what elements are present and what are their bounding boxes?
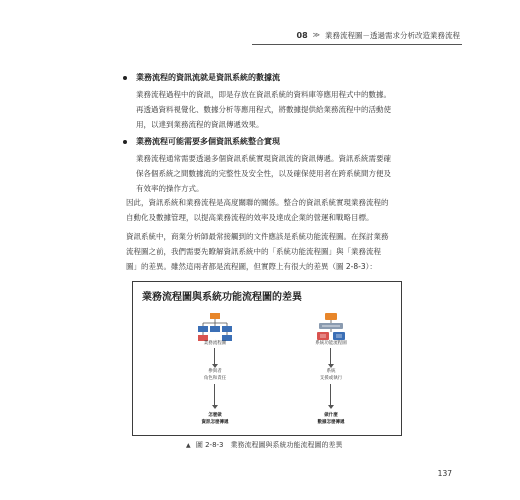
arrow-down-icon (328, 364, 334, 368)
column-output-label: 做什麼 數據怎麼傳遞 (317, 413, 345, 425)
arrow-down-icon (212, 364, 218, 368)
arrow (214, 348, 215, 365)
page-number: 137 (437, 469, 452, 478)
arrow (214, 384, 215, 406)
column-middle-label: 系統 支援或執行 (319, 369, 343, 381)
bullet-title: 業務流程的資訊流就是資訊系統的數據流 (136, 73, 280, 82)
bullet-dot-icon (123, 140, 127, 144)
column-label: 業務流程圖 (203, 341, 227, 346)
bullet-item (136, 72, 436, 132)
arrow-down-icon (328, 405, 334, 409)
chapter-title: 業務流程圖－透過需求分析改造業務流程 (325, 30, 460, 40)
bullet-body: 業務流程過程中的資訊，即是存放在資訊系統的資料庫等應用程式中的數據。 再透過資料視覺化、數據分析等應用程式，將數據提供給業務流程中的活動使 用，以達到業務流程的資訊傳遞效果。 (136, 90, 391, 129)
figure-caption (186, 440, 343, 450)
chapter-number: 08 (296, 30, 308, 40)
column-label: 系統功能流程圖 (315, 341, 347, 346)
bullet-item (136, 136, 436, 196)
arrow (330, 348, 331, 365)
figure-title: 業務流程圖與系統功能流程圖的差異 (142, 292, 302, 303)
column-middle-label: 參與者 角色和責任 (203, 369, 227, 381)
org-chart-flow-icon (197, 312, 233, 342)
arrow (330, 384, 331, 406)
bullet-title: 業務流程可能需要多個資訊系統整合實現 (136, 137, 280, 146)
arrow-down-icon (212, 405, 218, 409)
body-paragraph: 因此，資訊系統和業務流程是高度關聯的關係。整合的資訊系統實現業務流程的 自動化及數據管理，以提高業務流程的效率及達成企業的營運和戰略目標。 (126, 198, 389, 222)
header-rule (252, 44, 462, 45)
system-function-column (291, 282, 371, 435)
bullet-body: 業務流程通常需要透過多個資訊系統實現資訊流的資訊傳遞。資訊系統需要確 保各個系統之間數據流的完整性及安全性，以及確保使用者在跨系統間方便及 有效率的操作方式。 (136, 154, 391, 193)
chapter-separator: ≫ (312, 31, 320, 39)
caption-text: 圖 2-8-3 業務流程圖與系統功能流程圖的差異 (195, 441, 343, 449)
body-paragraph: 資訊系統中，商業分析師最常接觸到的文件應該是系統功能流程圖。在探討業務 流程圖之前，我們需要先瞭解資訊系統中的「系統功能流程圖」與「業務流程 圖」的差異。雖然這兩者都是流程圖，但實際上有很大的差異（圖 2-8-3）： (126, 232, 389, 271)
column-output-label: 怎麼做 資訊怎麼傳遞 (201, 413, 229, 425)
comparison-figure (132, 281, 402, 436)
running-header (297, 28, 460, 42)
system-stack-icon (313, 312, 349, 342)
business-process-column (175, 282, 255, 435)
bullet-dot-icon (123, 76, 127, 80)
caption-triangle-icon: ▲ (186, 442, 191, 449)
